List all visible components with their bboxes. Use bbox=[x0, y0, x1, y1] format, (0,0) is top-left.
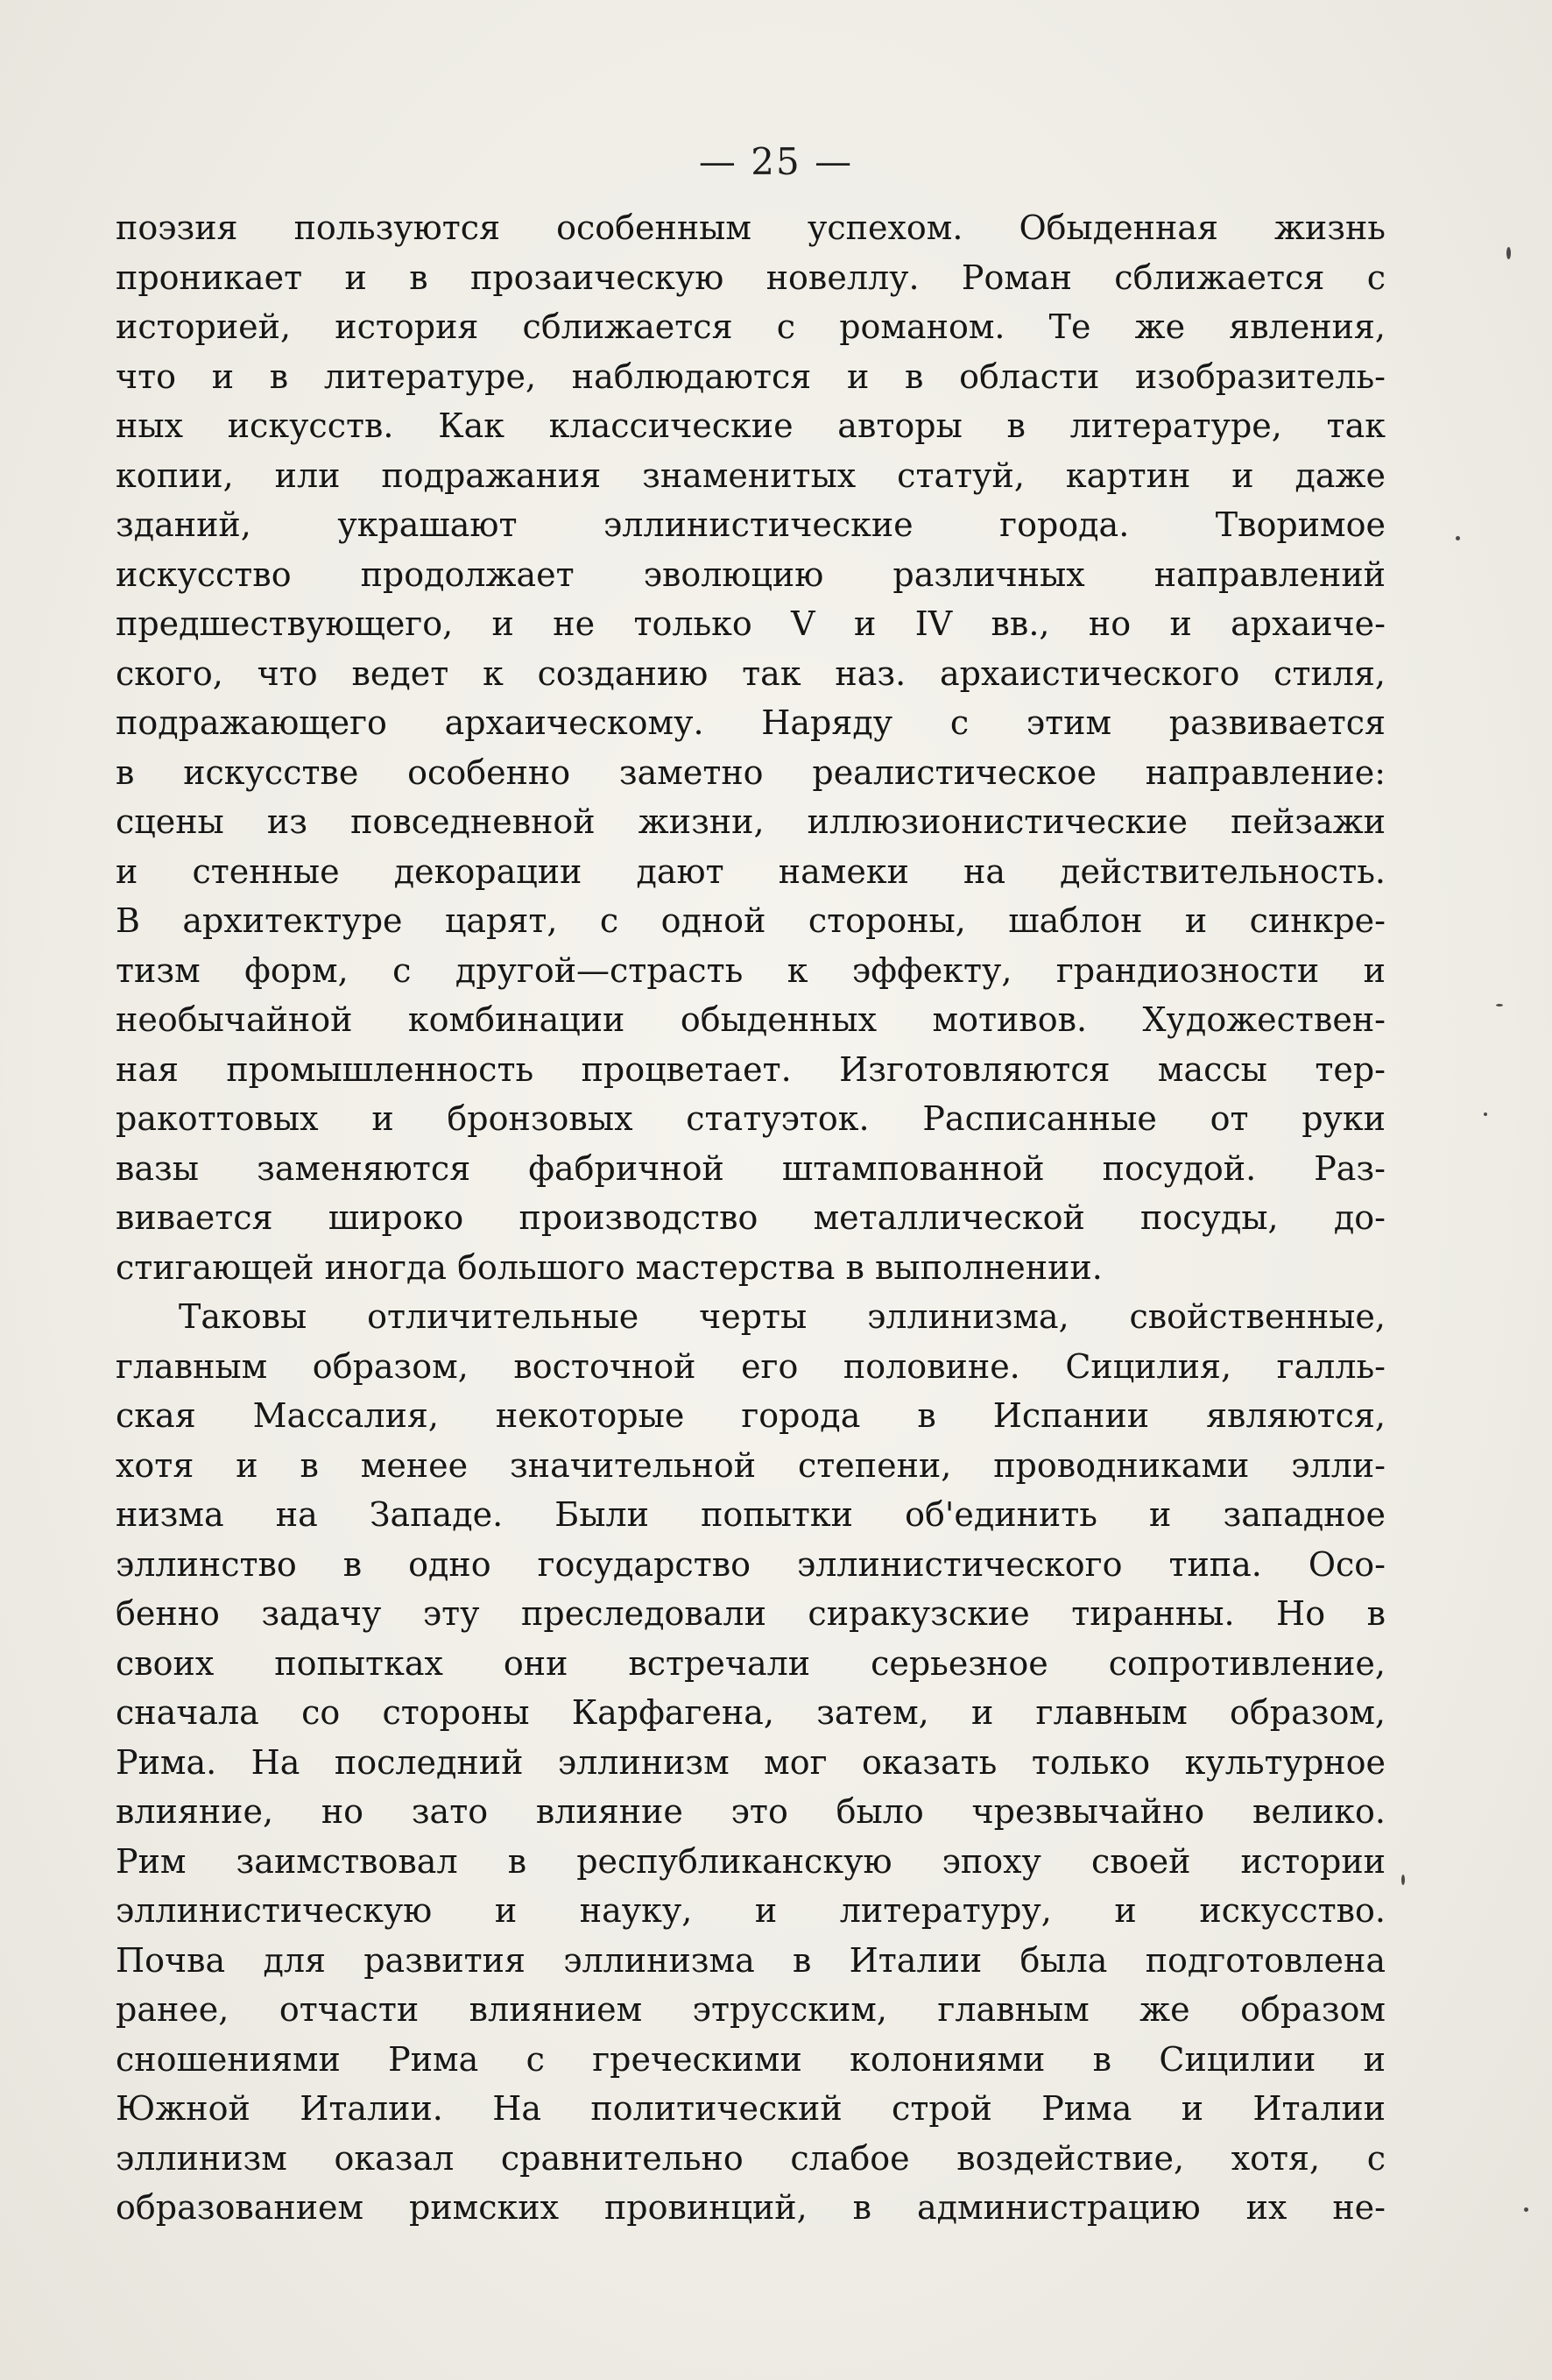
text-line: в искусстве особенно заметно реалистическое направление: bbox=[116, 752, 1386, 792]
text-line: вазы заменяются фабричной штампованной посудой. Раз- bbox=[116, 1148, 1386, 1188]
text-line: зданий, украшают эллинистические города. Творимое bbox=[116, 505, 1386, 544]
page-number: — 25 — bbox=[698, 140, 854, 183]
text-line: тизм форм, с другой—страсть к эффекту, грандиозности и bbox=[116, 950, 1386, 990]
text-line: стигающей иногда большого мастерства в выполнении. bbox=[116, 1247, 1103, 1287]
text-line: сцены из повседневной жизни, иллюзионистические пейзажи bbox=[116, 802, 1386, 841]
scan-speck bbox=[1524, 2207, 1528, 2212]
text-line: необычайной комбинации обыденных мотивов. Художествен- bbox=[116, 1000, 1386, 1039]
body-text bbox=[116, 203, 1386, 2233]
scan-speck bbox=[1506, 247, 1511, 259]
text-line: и стенные декорации дают намеки на действительность. bbox=[116, 851, 1386, 891]
text-line: ных искусств. Как классические авторы в литературе, так bbox=[116, 406, 1386, 445]
scan-speck bbox=[1496, 1004, 1503, 1006]
text-line: ная промышленность процветает. Изготовляются массы тер- bbox=[116, 1049, 1386, 1089]
text-line: эллинизм оказал сравнительно слабое воздействие, хотя, с bbox=[116, 2138, 1386, 2178]
text-line: сношениями Рима с греческими колониями в Сицилии и bbox=[116, 2039, 1386, 2079]
text-line: ская Массалия, некоторые города в Испании являются, bbox=[116, 1396, 1386, 1435]
text-line: проникает и в прозаическую новеллу. Роман сближается с bbox=[116, 258, 1386, 297]
text-line: низма на Западе. Были попытки об'единить и западное bbox=[116, 1495, 1386, 1534]
text-line: хотя и в менее значительной степени, проводниками элли- bbox=[116, 1445, 1386, 1485]
text-line: искусство продолжает эволюцию различных направлений bbox=[116, 554, 1386, 594]
text-line: ракоттовых и бронзовых статуэток. Расписанные от руки bbox=[116, 1099, 1386, 1138]
text-line: главным образом, восточной его половине. Сицилия, галль- bbox=[116, 1346, 1386, 1386]
text-line: что и в литературе, наблюдаются и в области изобразитель- bbox=[116, 357, 1386, 396]
text-line: В архитектуре царят, с одной стороны, шаблон и синкре- bbox=[116, 901, 1386, 940]
scan-speck bbox=[1401, 1875, 1405, 1885]
text-line: вивается широко производство металлической посуды, до- bbox=[116, 1198, 1386, 1237]
paragraph-1 bbox=[116, 203, 1386, 1292]
text-line: ского, что ведет к созданию так наз. архаистического стиля, bbox=[116, 653, 1386, 693]
text-line: ранее, отчасти влиянием этрусским, главным же образом bbox=[116, 1990, 1386, 2029]
text-line: подражающего архаическому. Наряду с этим развивается bbox=[116, 703, 1386, 742]
text-line: своих попытках они встречали серьезное сопротивление, bbox=[116, 1643, 1386, 1683]
scan-speck bbox=[1484, 1112, 1487, 1116]
text-line: копии, или подражания знаменитых статуй, картин и даже bbox=[116, 456, 1386, 495]
text-line: Рим заимствовал в республиканскую эпоху своей истории bbox=[116, 1841, 1386, 1881]
text-line: Рима. На последний эллинизм мог оказать только культурное bbox=[116, 1742, 1386, 1782]
text-line: историей, история сближается с романом. Те же явления, bbox=[116, 307, 1386, 346]
text-line: эллинство в одно государство эллинистического типа. Осо- bbox=[116, 1544, 1386, 1584]
paragraph-2 bbox=[116, 1292, 1386, 2233]
text-line: Южной Италии. На политический строй Рима и Италии bbox=[116, 2089, 1386, 2128]
text-line: образованием римских провинций, в администрацию их не- bbox=[116, 2188, 1386, 2227]
text-line: Таковы отличительные черты эллинизма, свойственные, bbox=[179, 1297, 1386, 1336]
text-line: эллинистическую и науку, и литературу, и искусство. bbox=[116, 1891, 1386, 1930]
text-line: предшествующего, и не только V и IV вв., но и архаиче- bbox=[116, 604, 1386, 643]
text-line: сначала со стороны Карфагена, затем, и главным образом, bbox=[116, 1693, 1386, 1732]
text-line: влияние, но зато влияние это было чрезвычайно велико. bbox=[116, 1792, 1386, 1831]
text-line: Почва для развития эллинизма в Италии была подготовлена bbox=[116, 1940, 1386, 1980]
text-line: бенно задачу эту преследовали сиракузские тиранны. Но в bbox=[116, 1594, 1386, 1633]
text-line: поэзия пользуются особенным успехом. Обыденная жизнь bbox=[116, 208, 1386, 247]
scan-speck bbox=[1456, 536, 1460, 540]
